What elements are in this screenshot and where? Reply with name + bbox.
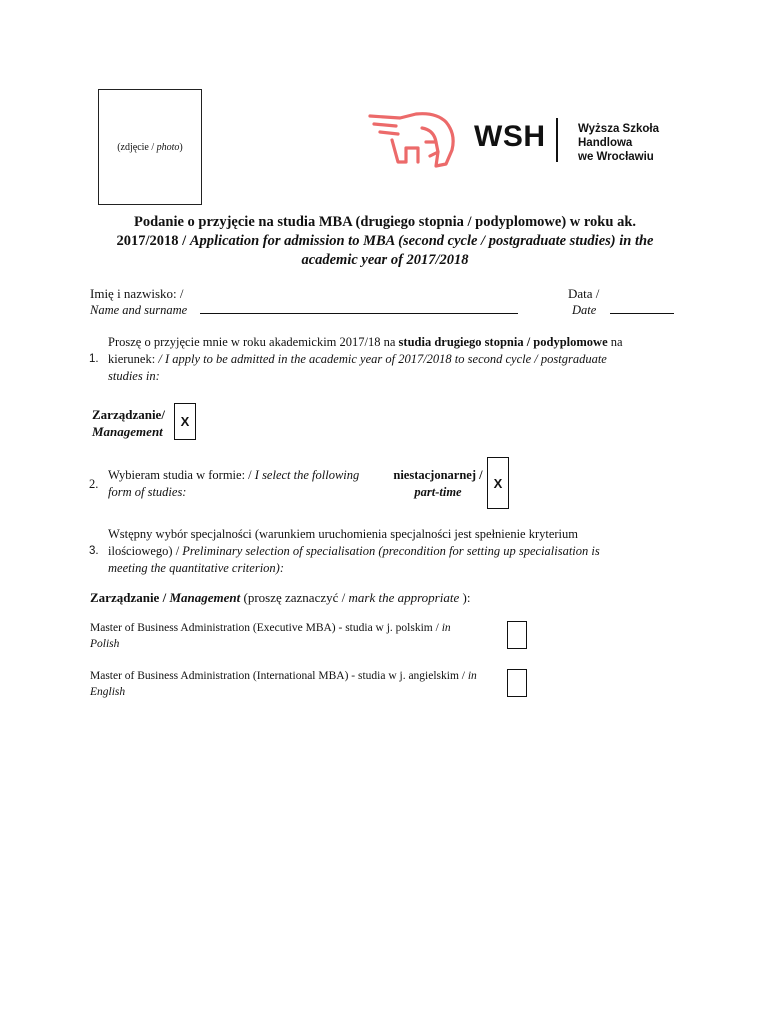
name-label: Imię i nazwisko: / Name and surname	[90, 286, 188, 317]
helmet-logo-icon	[366, 112, 466, 170]
section-1-number: 1.	[89, 353, 99, 365]
management-heading: Zarządzanie / Management (proszę zaznaczyć / mark the appropriate ):	[90, 590, 471, 605]
logo-wordmark: WSH	[474, 120, 546, 153]
executive-mba-option: Master of Business Administration (Executive MBA) - studia w j. polskim / in Polish	[90, 622, 451, 650]
section-2-number: 2.	[89, 477, 99, 491]
part-time-label: niestacjonarnej / part-time	[393, 468, 483, 499]
international-mba-checkbox[interactable]	[507, 669, 527, 697]
logo-divider	[556, 118, 558, 162]
date-input[interactable]	[610, 313, 674, 314]
form-title: Podanie o przyjęcie na studia MBA (drugiego stopnia / podyplomowe) w roku ak. 2017/2018 / Application for admission to MBA (second cycle / postgraduate studies) in the academic year of 2017/2018	[116, 214, 654, 268]
field-of-study-label: Zarządzanie/ Management	[92, 407, 165, 439]
part-time-checkbox[interactable]: X	[487, 457, 509, 509]
name-input[interactable]	[200, 313, 518, 314]
section-3-text: Wstępny wybór specjalności (warunkiem uruchomienia specjalności jest spełnienie kryterium ilościowego) / Preliminary selection of specialisation (precondition for setting up specialisation is meeting the quantitative criterion):	[108, 527, 600, 575]
management-checkbox[interactable]: X	[174, 403, 196, 440]
photo-label: (zdjęcie / photo)	[117, 142, 183, 153]
international-mba-option: Master of Business Administration (International MBA) - studia w j. angielskim / in English	[90, 670, 477, 698]
section-3-number: 3.	[89, 545, 99, 557]
logo-school-name: Wyższa Szkoła Handlowa we Wrocławiu	[578, 123, 659, 163]
section-1-text: Proszę o przyjęcie mnie w roku akademickim 2017/18 na studia drugiego stopnia / podyplomowe na kierunek: / I apply to be admitted in the academic year of 2017/2018 to second cycle / postgraduate studies in:	[108, 335, 623, 383]
executive-mba-checkbox[interactable]	[507, 621, 527, 649]
section-2-text: Wybieram studia w formie: / I select the following form of studies:	[108, 468, 360, 499]
wsh-logo	[366, 108, 666, 170]
date-label: Data / Date	[568, 286, 600, 317]
